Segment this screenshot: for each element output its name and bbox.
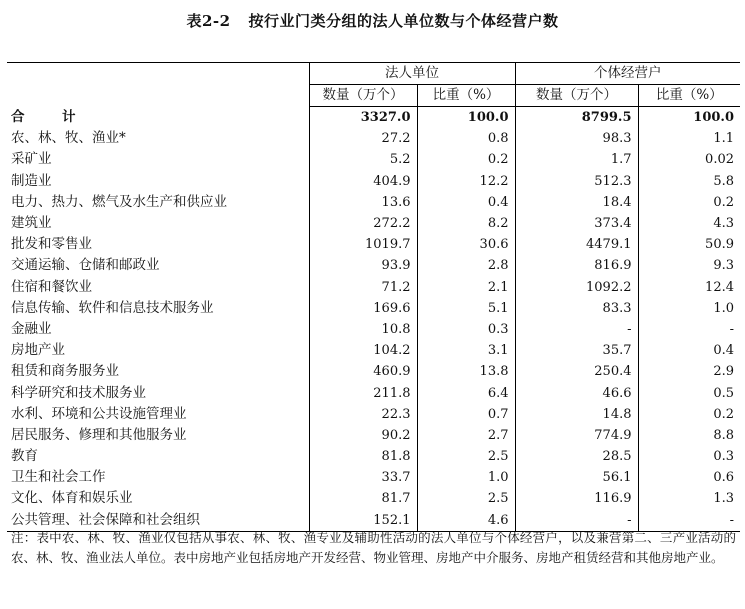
legal-unit-count: 460.9	[309, 361, 417, 382]
legal-unit-count: 27.2	[309, 128, 417, 149]
household-count: 98.3	[515, 128, 638, 149]
legal-unit-share: 100.0	[417, 107, 515, 129]
legal-unit-count: 71.2	[309, 277, 417, 298]
table-row	[7, 192, 740, 213]
industry-name: 电力、热力、燃气及水生产和供应业	[11, 193, 227, 210]
industry-name: 农、林、牧、渔业*	[11, 130, 126, 147]
household-share: 9.3	[638, 255, 740, 276]
industry-name: 居民服务、修理和其他服务业	[11, 426, 187, 443]
household-share: 0.2	[638, 404, 740, 425]
household-count: -	[515, 319, 638, 340]
household-share: 50.9	[638, 234, 740, 255]
legal-unit-share: 2.7	[417, 425, 515, 446]
header-indiv-share: 比重（%）	[638, 85, 740, 107]
household-count: 116.9	[515, 488, 638, 509]
legal-unit-share: 2.5	[417, 488, 515, 509]
household-share: 0.2	[638, 192, 740, 213]
legal-unit-share: 4.6	[417, 510, 515, 532]
industry-name: 卫生和社会工作	[11, 469, 106, 486]
industry-name: 文化、体育和娱乐业	[11, 490, 133, 507]
industry-name: 信息传输、软件和信息技术服务业	[11, 299, 214, 316]
table-row	[7, 128, 740, 149]
legal-unit-count: 5.2	[309, 149, 417, 170]
household-count: 512.3	[515, 171, 638, 192]
household-count: 56.1	[515, 467, 638, 488]
household-count: 1.7	[515, 149, 638, 170]
table-title: 按行业门类分组的法人单位数与个体经营户数	[248, 12, 559, 30]
header-legal-share: 比重（%）	[417, 85, 515, 107]
legal-unit-share: 3.1	[417, 340, 515, 361]
household-share: 1.0	[638, 298, 740, 319]
industry-name: 金融业	[11, 320, 52, 337]
industry-name: 房地产业	[11, 342, 65, 359]
legal-unit-share: 8.2	[417, 213, 515, 234]
industry-name: 住宿和餐饮业	[11, 278, 92, 295]
legal-unit-count: 10.8	[309, 319, 417, 340]
household-count: 816.9	[515, 255, 638, 276]
household-share: 0.6	[638, 467, 740, 488]
table-row	[7, 382, 740, 403]
household-share: 12.4	[638, 277, 740, 298]
household-share: 0.4	[638, 340, 740, 361]
table-row	[7, 340, 740, 361]
household-count: 18.4	[515, 192, 638, 213]
household-share: -	[638, 510, 740, 532]
legal-unit-share: 30.6	[417, 234, 515, 255]
household-share: 0.5	[638, 382, 740, 403]
table-row	[7, 319, 740, 340]
legal-unit-count: 169.6	[309, 298, 417, 319]
household-count: 28.5	[515, 446, 638, 467]
legal-unit-share: 2.1	[417, 277, 515, 298]
legal-unit-share: 12.2	[417, 171, 515, 192]
table-row	[7, 446, 740, 467]
legal-unit-count: 404.9	[309, 171, 417, 192]
footnote: 注：表中农、林、牧、渔业仅包括从事农、林、牧、渔专业及辅助性活动的法人单位与个体经营户，以及兼营第二、三产业活动的农、林、牧、渔业法人单位。表中房地产业包括房地产开发经营、物业管理、房地产中介服务、房地产租赁经营和其他房地产业。	[11, 530, 736, 565]
table-row	[7, 234, 740, 255]
table-row	[7, 277, 740, 298]
industry-name: 交通运输、仓储和邮政业	[11, 257, 160, 274]
table-number: 表2-2	[186, 12, 231, 30]
legal-unit-count: 211.8	[309, 382, 417, 403]
legal-unit-count: 1019.7	[309, 234, 417, 255]
legal-unit-share: 0.3	[417, 319, 515, 340]
legal-unit-share: 6.4	[417, 382, 515, 403]
household-share: 5.8	[638, 171, 740, 192]
industry-name: 水利、环境和公共设施管理业	[11, 405, 187, 422]
header-row-groups	[7, 63, 740, 85]
header-individual-households: 个体经营户	[515, 63, 740, 85]
legal-unit-share: 0.2	[417, 149, 515, 170]
table-row	[7, 425, 740, 446]
household-count: 373.4	[515, 213, 638, 234]
legal-unit-count: 3327.0	[309, 107, 417, 129]
page-title	[0, 10, 745, 31]
legal-unit-count: 93.9	[309, 255, 417, 276]
household-count: 35.7	[515, 340, 638, 361]
industry-name: 公共管理、社会保障和社会组织	[7, 510, 309, 532]
legal-unit-share: 1.0	[417, 467, 515, 488]
household-count: 774.9	[515, 425, 638, 446]
industry-name: 制造业	[11, 172, 52, 189]
table-row	[7, 467, 740, 488]
household-share: 4.3	[638, 213, 740, 234]
legal-unit-count: 81.7	[309, 488, 417, 509]
legal-unit-share: 2.5	[417, 446, 515, 467]
legal-unit-share: 0.8	[417, 128, 515, 149]
household-count: 14.8	[515, 404, 638, 425]
table-row	[7, 171, 740, 192]
household-share: -	[638, 319, 740, 340]
household-count: -	[515, 510, 638, 532]
household-count: 46.6	[515, 382, 638, 403]
household-share: 0.02	[638, 149, 740, 170]
household-share: 8.8	[638, 425, 740, 446]
industry-name: 批发和零售业	[11, 236, 92, 253]
industry-name: 科学研究和技术服务业	[11, 384, 146, 401]
table-row	[7, 404, 740, 425]
household-share: 1.3	[638, 488, 740, 509]
legal-unit-share: 0.4	[417, 192, 515, 213]
legal-unit-count: 33.7	[309, 467, 417, 488]
household-share: 0.3	[638, 446, 740, 467]
household-count: 83.3	[515, 298, 638, 319]
table-row	[7, 361, 740, 382]
household-count: 8799.5	[515, 107, 638, 129]
household-share: 2.9	[638, 361, 740, 382]
data-table	[7, 62, 740, 532]
table-row	[7, 298, 740, 319]
legal-unit-count: 152.1	[309, 510, 417, 532]
legal-unit-share: 2.8	[417, 255, 515, 276]
header-legal-count: 数量（万个）	[309, 85, 417, 107]
table-row	[7, 255, 740, 276]
legal-unit-count: 104.2	[309, 340, 417, 361]
table-row	[7, 149, 740, 170]
header-legal-units: 法人单位	[309, 63, 515, 85]
legal-unit-share: 0.7	[417, 404, 515, 425]
household-count: 1092.2	[515, 277, 638, 298]
legal-unit-share: 13.8	[417, 361, 515, 382]
legal-unit-count: 22.3	[309, 404, 417, 425]
household-share: 1.1	[638, 128, 740, 149]
industry-name: 建筑业	[11, 215, 52, 232]
industry-name: 租赁和商务服务业	[11, 363, 119, 380]
industry-name: 教育	[11, 448, 38, 465]
table-row-total	[7, 107, 740, 129]
household-share: 100.0	[638, 107, 740, 129]
legal-unit-count: 272.2	[309, 213, 417, 234]
header-indiv-count: 数量（万个）	[515, 85, 638, 107]
header-industry	[7, 63, 309, 107]
industry-name: 采矿业	[11, 151, 52, 168]
household-count: 4479.1	[515, 234, 638, 255]
legal-unit-count: 90.2	[309, 425, 417, 446]
household-count: 250.4	[515, 361, 638, 382]
industry-name: 合 计	[11, 108, 88, 125]
table-row	[7, 488, 740, 509]
table-row	[7, 213, 740, 234]
legal-unit-count: 13.6	[309, 192, 417, 213]
legal-unit-share: 5.1	[417, 298, 515, 319]
legal-unit-count: 81.8	[309, 446, 417, 467]
table-body	[7, 107, 740, 532]
